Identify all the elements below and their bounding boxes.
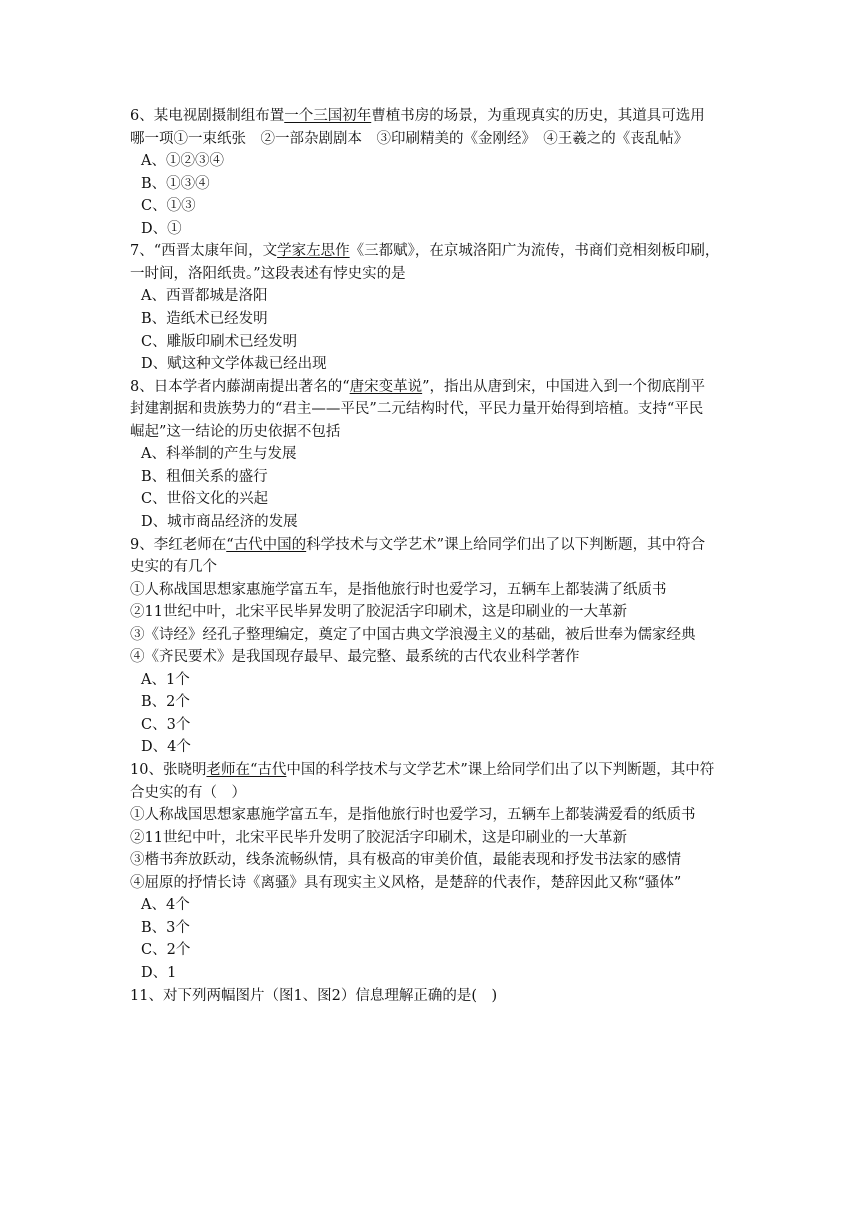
question-5-line-0 [0, 985, 860, 1007]
option-B: B、3个 [141, 919, 190, 936]
question-text: 9、李红老师在 [130, 536, 227, 553]
question-4-line-4 [0, 849, 860, 871]
question-2-line-0 [0, 376, 860, 398]
option-A: A、1个 [141, 671, 190, 688]
option-A: A、科举制的产生与发展 [141, 446, 297, 463]
question-text: ②11世纪中叶，北宋平民毕昇发明了胶泥活字印刷术，这是印刷业的一大革新 [130, 604, 627, 621]
option-C: C、①③ [141, 198, 196, 215]
question-3-line-0 [0, 534, 860, 556]
question-text: 《三都赋》，在京城洛阳广为流传，书商们竞相刻板印刷， [349, 243, 720, 260]
question-text: 6、某电视剧摄制组布置 [130, 108, 285, 124]
option-B: B、租佃关系的盛行 [141, 468, 268, 485]
option-A: A、4个 [141, 897, 190, 914]
question-text: ①人称战国思想家惠施学富五车，是指他旅行时也爱学习，五辆车上都装满爱看的纸质书 [130, 807, 696, 824]
question-0-line-0 [0, 105, 860, 127]
question-text: 10、张晓明 [130, 762, 207, 778]
option-A: A、①②③④ [141, 153, 224, 170]
question-1-line-0 [0, 240, 860, 262]
question-text: ”，指出从唐到宋，中国进入到一个彻底削平 [422, 378, 706, 395]
underlined-text: 一个三国初年 [284, 108, 372, 124]
question-text: 8、日本学者内藤湖南提出著名的“ [130, 378, 350, 395]
question-3-line-4 [0, 624, 860, 646]
question-3-line-2 [0, 579, 860, 601]
question-text: ①人称战国思想家惠施学富五车，是指他旅行时也爱学习，五辆车上都装满了纸质书 [130, 581, 667, 598]
question-text: 11、对下列两幅图片（图1、图2）信息理解正确的是( ) [130, 987, 498, 1004]
question-text: 一时间，洛阳纸贵。”这段表述有悖史实的是 [130, 265, 406, 282]
question-text: 曹植书房的场景，为重现真实的历史，其道具可选用 [371, 108, 705, 124]
underlined-text: 老师在“古代 [206, 762, 287, 778]
option-D: D、① [141, 220, 182, 237]
question-text: ④《齐民要术》是我国现存最早、最完整、最系统的古代农业科学著作 [130, 649, 580, 666]
question-4-line-1 [0, 782, 860, 804]
option-D: D、城市商品经济的发展 [141, 513, 298, 530]
question-text: 合史实的有（ ） [130, 784, 246, 801]
option-A: A、西晋都城是洛阳 [141, 288, 268, 305]
question-text: ④屈原的抒情长诗《离骚》具有现实主义风格，是楚辞的代表作，楚辞因此又称“骚体” [130, 874, 682, 891]
question-0-line-1 [0, 128, 860, 150]
option-C: C、世俗文化的兴起 [141, 491, 269, 508]
question-3-line-1 [0, 556, 860, 578]
question-text: 崛起”这一结论的历史依据不包括 [130, 423, 341, 440]
underlined-text: “古代中国的 [226, 536, 307, 553]
question-text: 史实的有几个 [130, 559, 217, 575]
question-text: ③楷书奔放跃动，线条流畅纵情，具有极高的审美价值，最能表现和抒发书法家的感情 [130, 852, 681, 869]
question-text: 科学技术与文学艺术”课上给同学们出了以下判断题，其中符合 [306, 536, 706, 553]
question-4-line-5 [0, 872, 860, 894]
option-C: C、雕版印刷术已经发明 [141, 333, 298, 350]
question-text: ②11世纪中叶，北宋平民毕升发明了胶泥活字印刷术，这是印刷业的一大革新 [130, 829, 627, 846]
question-4-line-3 [0, 827, 860, 849]
question-1-line-1 [0, 263, 860, 285]
option-D: D、赋这种文学体裁已经出现 [141, 356, 327, 373]
option-C: C、3个 [141, 716, 191, 733]
question-2-line-1 [0, 398, 860, 420]
question-text: 中国的科学技术与文学艺术”课上给同学们出了以下判断题，其中符 [286, 762, 715, 778]
question-2-line-2 [0, 421, 860, 443]
option-B: B、2个 [141, 694, 190, 711]
question-4-line-0 [0, 759, 860, 781]
question-text: ③《诗经》经孔子整理编定，奠定了中国古典文学浪漫主义的基础，被后世奉为儒家经典 [130, 626, 696, 643]
question-4-line-2 [0, 804, 860, 826]
question-3-line-3 [0, 601, 860, 623]
option-C: C、2个 [141, 942, 191, 959]
question-text: 封建割据和贵族势力的“君主——平民”二元结构时代，平民力量开始得到培植。支持“平民 [130, 401, 704, 418]
question-text: 7、“西晋太康年间，文 [130, 243, 278, 260]
option-B: B、造纸术已经发明 [141, 311, 268, 327]
option-D: D、1 [141, 964, 177, 981]
question-text: 哪一项①一束纸张 ②一部杂剧剧本 ③印刷精美的《金刚经》 ④王羲之的《丧乱帖》 [130, 130, 689, 147]
option-B: B、①③④ [141, 175, 210, 192]
option-D: D、4个 [141, 739, 191, 756]
underlined-text: 唐宋变革说 [349, 378, 423, 395]
underlined-text: 学家左思作 [277, 243, 350, 260]
question-3-line-5 [0, 646, 860, 668]
